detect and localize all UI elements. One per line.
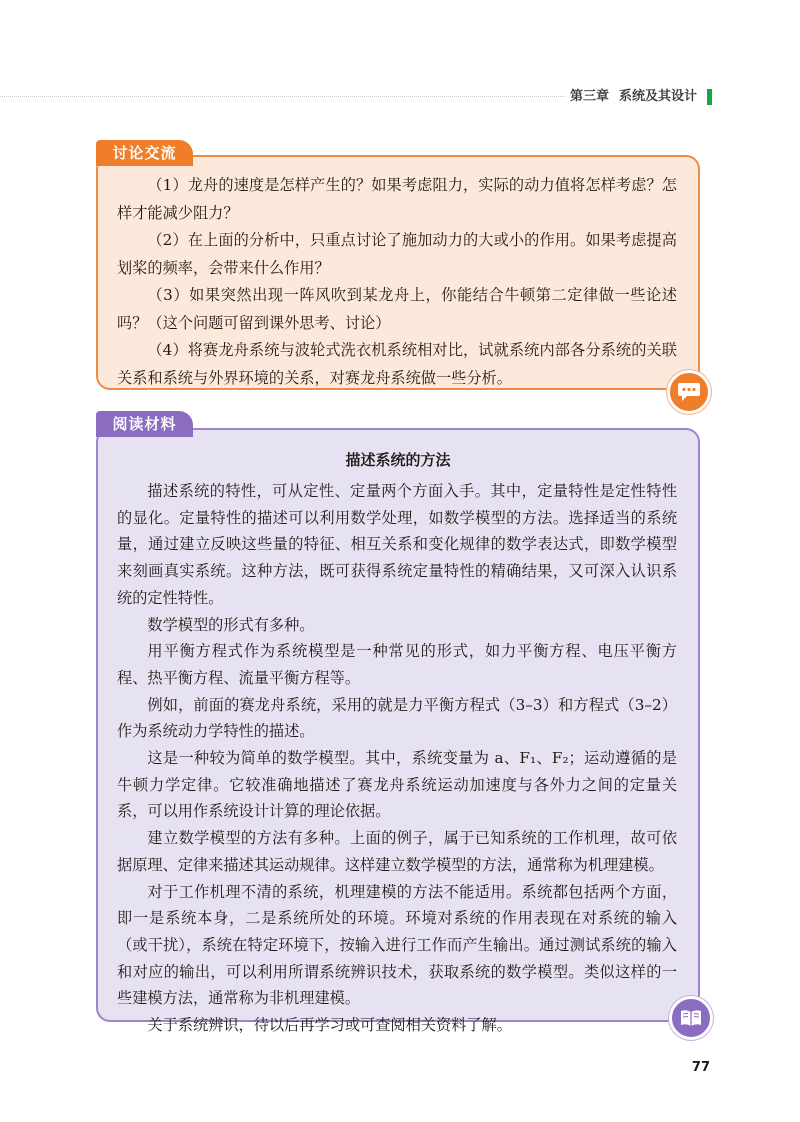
- chapter-label: 第三章: [570, 89, 610, 104]
- reading-content: [117, 478, 677, 1039]
- reading-title: 描述系统的方法: [345, 451, 451, 469]
- reading-paragraph: 关于系统辨识，待以后再学习或可查阅相关资料了解。: [147, 1016, 512, 1035]
- discussion-question: （4）将赛龙舟系统与波轮式洗衣机系统相对比，试就系统内部各分系统的关联关系和系统与外界环境的关系，对赛龙舟系统做一些分析。: [117, 341, 677, 387]
- reading-paragraph: 对于工作机理不清的系统，机理建模的方法不能适用。系统都包括两个方面，即一是系统本身，二是系统所处的环境。环境对系统的作用表现在对系统的输入（或干扰），系统在特定环境下，按输入进行工作而产生输出。通过测试系统的输入和对应的输出，可以利用所谓系统辨识技术，获取系统的数学模型。类似这样的一些建模方法，通常称为非机理建模。: [117, 882, 677, 1008]
- chat-bubble-icon: [667, 370, 711, 414]
- reading-paragraph: 例如，前面的赛龙舟系统，采用的就是力平衡方程式（3–3）和方程式（3–2）作为系统动力学特性的描述。: [117, 695, 677, 741]
- reading-paragraph: 描述系统的特性，可从定性、定量两个方面入手。其中，定量特性是定性特性的显化。定量特性的描述可以利用数学处理，如数学模型的方法。选择适当的系统量，通过建立反映这些量的特征、相互关系和变化规律的数学表达式，即数学模型来刻画真实系统。这种方法，既可获得系统定量特性的精确结果，又可深入认识系统的定性特性。: [117, 482, 677, 607]
- book-icon: [669, 996, 713, 1040]
- reading-paragraph: 数学模型的形式有多种。: [147, 615, 315, 634]
- header-accent-bar: [707, 89, 712, 105]
- discussion-question: （1）龙舟的速度是怎样产生的？如果考虑阻力，实际的动力值将怎样考虑？怎样才能减少阻力？: [117, 176, 677, 222]
- reading-paragraph: 这是一种较为简单的数学模型。其中，系统变量为 a、F₁、F₂；运动遵循的是牛顿力学定律。它较准确地描述了赛龙舟系统运动加速度与各外力之间的定量关系，可以用作系统设计计算的理论依据。: [117, 749, 677, 821]
- header-divider: [0, 96, 565, 97]
- section-label: 系统及其设计: [619, 89, 698, 104]
- discussion-question: （2）在上面的分析中，只重点讨论了施加动力的大或小的作用。如果考虑提高划桨的频率，会带来什么作用？: [117, 231, 677, 277]
- discussion-tab: 讨论交流: [96, 140, 193, 166]
- reading-paragraph: 用平衡方程式作为系统模型是一种常见的形式，如力平衡方程、电压平衡方程、热平衡方程、流量平衡方程等。: [117, 642, 677, 687]
- page-number: 77: [691, 1060, 710, 1075]
- reading-paragraph: 建立数学模型的方法有多种。上面的例子，属于已知系统的工作机理，故可依据原理、定律来描述其运动规律。这样建立数学模型的方法，通常称为机理建模。: [117, 829, 677, 874]
- running-header: [570, 86, 697, 108]
- discussion-question: （3）如果突然出现一阵风吹到某龙舟上，你能结合牛顿第二定律做一些论述吗？（这个问题可留到课外思考、讨论）: [117, 286, 677, 332]
- discussion-content: [117, 172, 677, 392]
- reading-tab: 阅读材料: [96, 411, 193, 437]
